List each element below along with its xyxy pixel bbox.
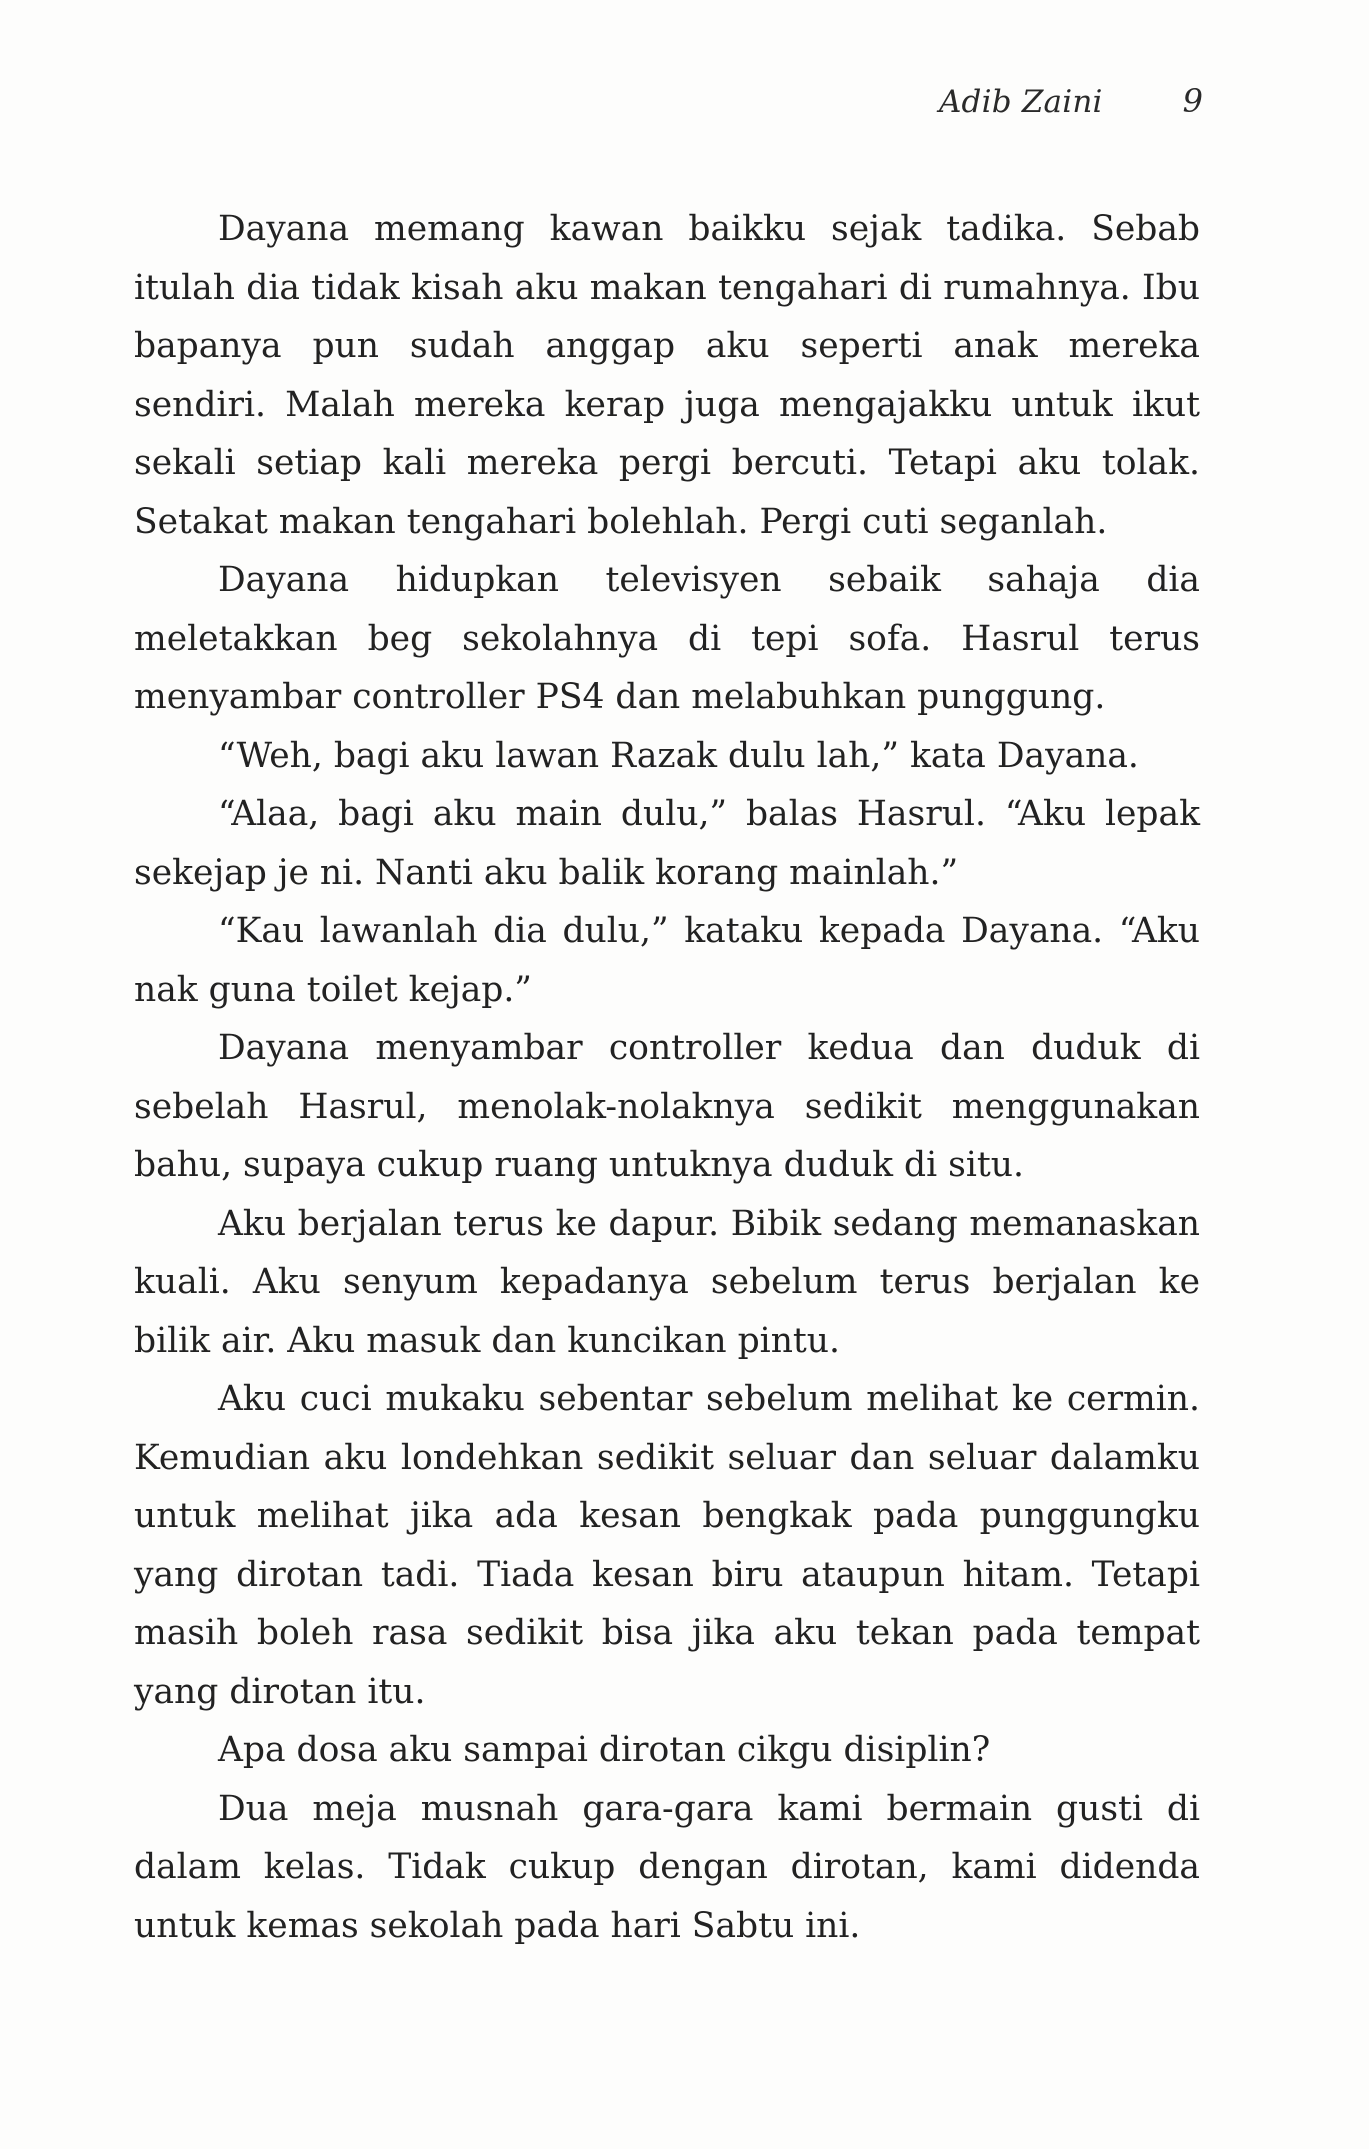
paragraph: Aku berjalan terus ke dapur. Bibik sedang memanaskan kuali. Aku senyum kepadanya sebelum terus berjalan ke bilik air. Aku masuk dan kuncikan pintu. [134, 1203, 1200, 1361]
paragraph: “Weh, bagi aku lawan Razak dulu lah,” kata Dayana. [218, 735, 1139, 776]
paragraph: Dua meja musnah gara-gara kami bermain gusti di dalam kelas. Tidak cukup dengan dirotan, kami didenda untuk kemas sekolah pada hari Sabtu ini. [134, 1788, 1200, 1946]
paragraph: Aku cuci mukaku sebentar sebelum melihat ke cermin. Kemudian aku londehkan sedikit seluar dan seluar dalamku untuk melihat jika ada kesan bengkak pada punggungku yang dirotan tadi. Tiada kesan biru ataupun hitam. Tetapi masih boleh rasa sedikit bisa jika aku tekan pada tempat yang dirotan itu. [134, 1379, 1200, 1712]
paragraph: Apa dosa aku sampai dirotan cikgu disiplin? [218, 1730, 991, 1770]
paragraph: “Alaa, bagi aku main dulu,” balas Hasrul. “Aku lepak sekejap je ni. Nanti aku balik korang mainlah.” [134, 794, 1200, 893]
running-header [939, 82, 1203, 120]
paragraph: “Kau lawanlah dia dulu,” kataku kepada Dayana. “Aku nak guna toilet kejap.” [134, 911, 1200, 1010]
paragraph: Dayana menyambar controller kedua dan duduk di sebelah Hasrul, menolak-nolaknya sedikit menggunakan bahu, supaya cukup ruang untuknya duduk di situ. [134, 1028, 1200, 1185]
body-text [134, 200, 1200, 1955]
page-number: 9 [1182, 82, 1203, 120]
paragraph: Dayana memang kawan baikku sejak tadika. Sebab itulah dia tidak kisah aku makan tengahari di rumahnya. Ibu bapanya pun sudah anggap aku seperti anak mereka sendiri. Malah mereka kerap juga mengajakku untuk ikut sekali setiap kali mereka pergi bercuti. Tetapi aku tolak. Setakat makan tengahari bolehlah. Pergi cuti seganlah. [134, 209, 1200, 542]
header-author: Adib Zaini [938, 84, 1103, 120]
paragraph: Dayana hidupkan televisyen sebaik sahaja dia meletakkan beg sekolahnya di tepi sofa. Hasrul terus menyambar controller PS4 dan melabuhkan punggung. [134, 560, 1200, 717]
